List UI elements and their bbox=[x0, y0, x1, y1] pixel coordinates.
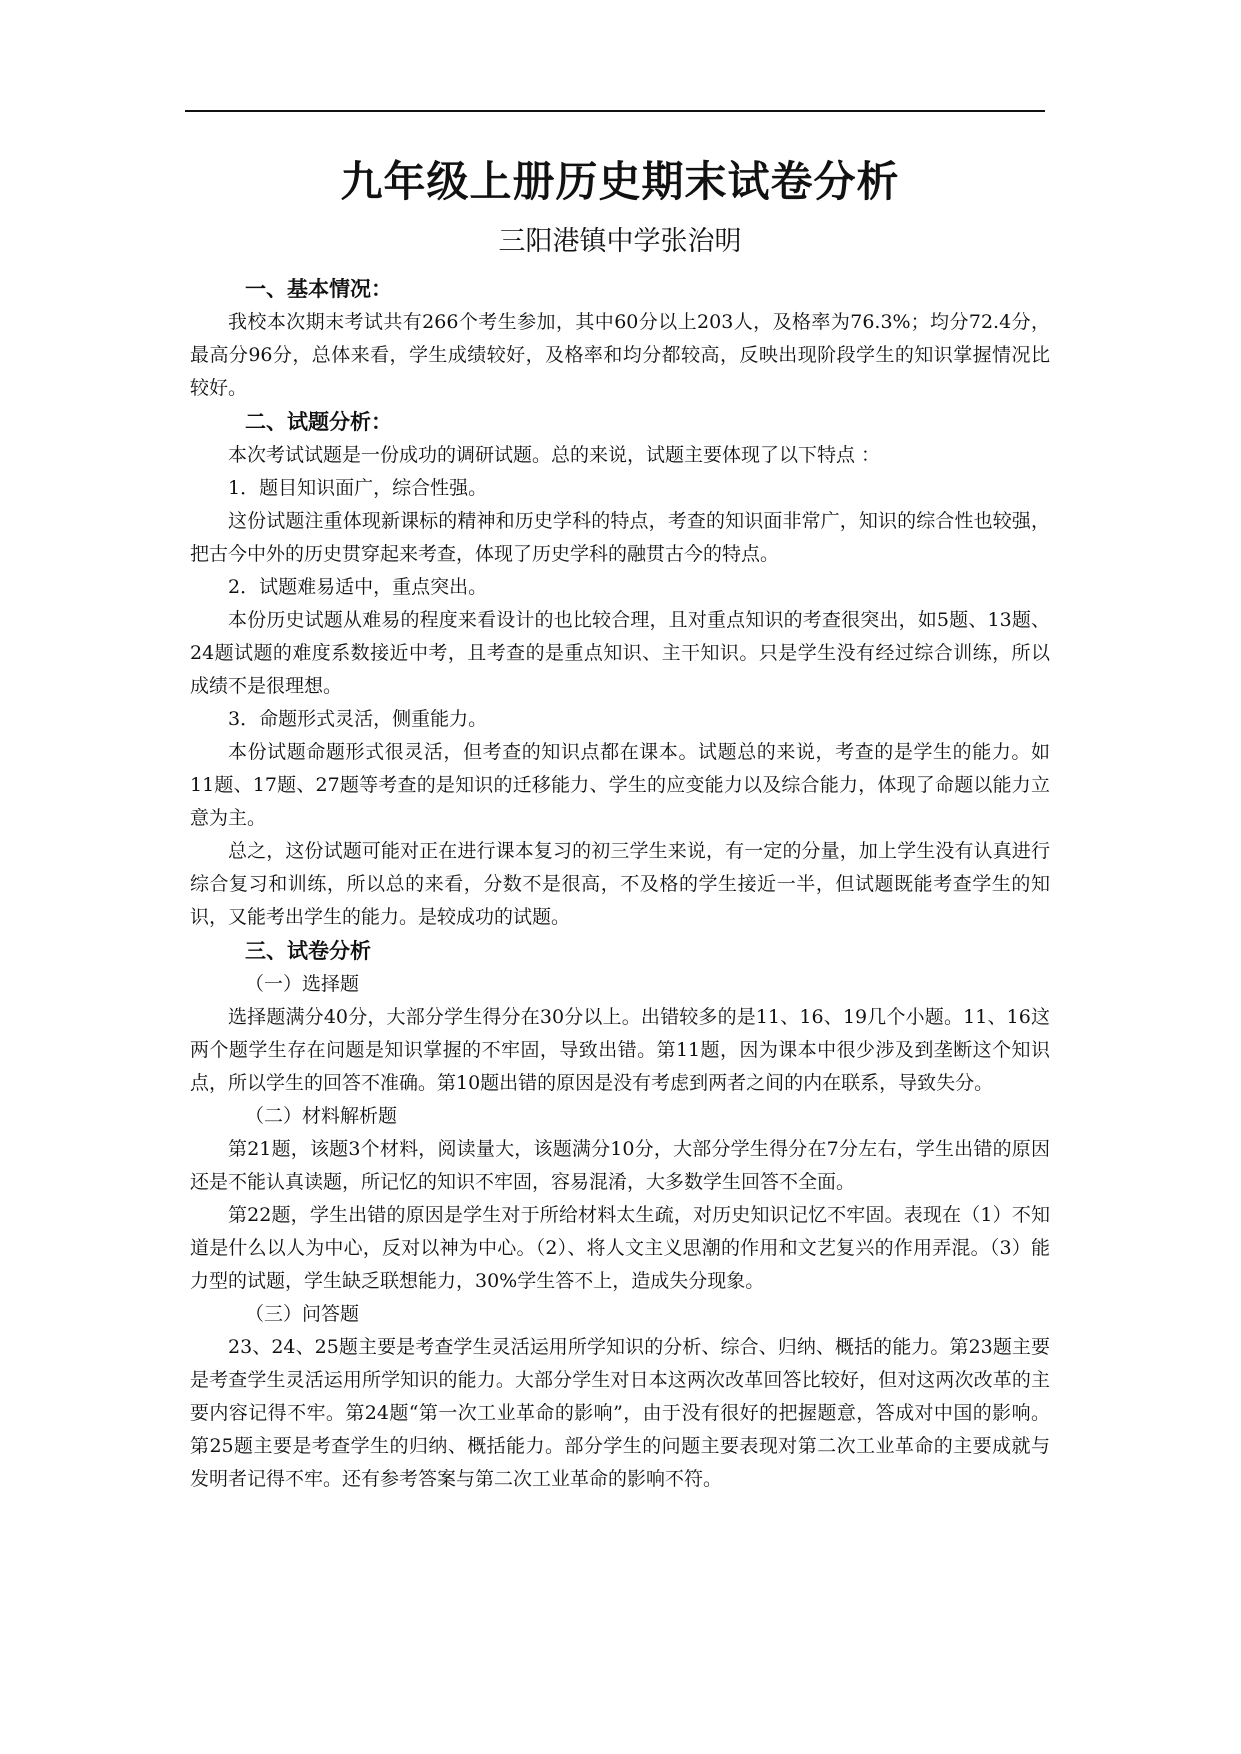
questions-intro: 本次考试试题是一份成功的调研试题。总的来说，试题主要体现了以下特点 ： bbox=[228, 444, 881, 466]
feature-1-paragraph: 这份试题注重体现新课标的精神和历史学科的特点，考查的知识面非常广，知识的综合性也较强，把古今中外的历史贯穿起来考查，体现了历史学科的融贯古今的特点。 bbox=[190, 510, 1050, 565]
subsection-material: （二）材料解析题 bbox=[245, 1105, 398, 1127]
subsection-qa: （三）问答题 bbox=[245, 1303, 360, 1325]
document-body bbox=[190, 150, 1050, 1496]
summary-paragraph: 总之，这份试题可能对正在进行课本复习的初三学生来说，有一定的分量，加上学生没有认真进行综合复习和训练，所以总的来看，分数不是很高，不及格的学生接近一半，但试题既能考查学生的知识，又能考出学生的能力。是较成功的试题。 bbox=[190, 840, 1050, 928]
feature-2-title: 2．试题难易适中，重点突出。 bbox=[228, 576, 488, 598]
subsection-choice: （一）选择题 bbox=[245, 973, 360, 995]
choice-paragraph: 选择题满分40分，大部分学生得分在30分以上。出错较多的是11、16、19几个小题。11、16这两个题学生存在问题是知识掌握的不牢固，导致出错。第11题，因为课本中很少涉及到垄断这个知识点，所以学生的回答不准确。第10题出错的原因是没有考虑到两者之间的内在联系，导致失分。 bbox=[190, 1006, 1050, 1094]
feature-2-paragraph: 本份历史试题从难易的程度来看设计的也比较合理，且对重点知识的考查很突出，如5题、13题、24题试题的难度系数接近中考，且考查的是重点知识、主干知识。只是学生没有经过综合训练，所以成绩不是很理想。 bbox=[190, 609, 1050, 697]
header-rule bbox=[185, 110, 1045, 112]
feature-3-title: 3．命题形式灵活，侧重能力。 bbox=[228, 708, 488, 730]
document-title: 九年级上册历史期末试卷分析 bbox=[340, 157, 900, 206]
feature-3-paragraph: 本份试题命题形式很灵活，但考查的知识点都在课本。试题总的来说，考查的是学生的能力。如11题、17题、27题等考查的是知识的迁移能力、学生的应变能力以及综合能力，体现了命题以能力立意为主。 bbox=[190, 741, 1050, 829]
qa-paragraph: 23、24、25题主要是考查学生灵活运用所学知识的分析、综合、归纳、概括的能力。第23题主要是考查学生灵活运用所学知识的能力。大部分学生对日本这两次改革回答比较好，但对这两次改革的主要内容记得不牢。第24题“第一次工业革命的影响”，由于没有很好的把握题意，答成对中国的影响。第25题主要是考查学生的归纳、概括能力。部分学生的问题主要表现对第二次工业革命的主要成就与发明者记得不牢。还有参考答案与第二次工业革命的影响不符。 bbox=[190, 1336, 1050, 1490]
feature-1-title: 1．题目知识面广，综合性强。 bbox=[228, 477, 488, 499]
basic-paragraph: 我校本次期末考试共有266个考生参加，其中60分以上203人，及格率为76.3%；均分72.4分，最高分96分，总体来看，学生成绩较好，及格率和均分都较高，反映出现阶段学生的知识掌握情况比较好。 bbox=[190, 311, 1050, 399]
material-paragraph-1: 第21题，该题3个材料，阅读量大，该题满分10分，大部分学生得分在7分左右，学生出错的原因还是不能认真读题，所记忆的知识不牢固，容易混淆，大多数学生回答不全面。 bbox=[190, 1138, 1050, 1193]
author-line: 三阳港镇中学张治明 bbox=[498, 226, 742, 257]
section-heading-questions: 二、试题分析： bbox=[245, 410, 392, 434]
section-heading-basic: 一、基本情况： bbox=[245, 277, 392, 301]
section-heading-paper: 三、试卷分析 bbox=[245, 939, 371, 963]
material-paragraph-2: 第22题，学生出错的原因是学生对于所给材料太生疏，对历史知识记忆不牢固。表现在（1）不知道是什么以人为中心，反对以神为中心。（2）、将人文主义思潮的作用和文艺复兴的作用弄混。（3）能力型的试题，学生缺乏联想能力，30%学生答不上，造成失分现象。 bbox=[190, 1204, 1050, 1292]
